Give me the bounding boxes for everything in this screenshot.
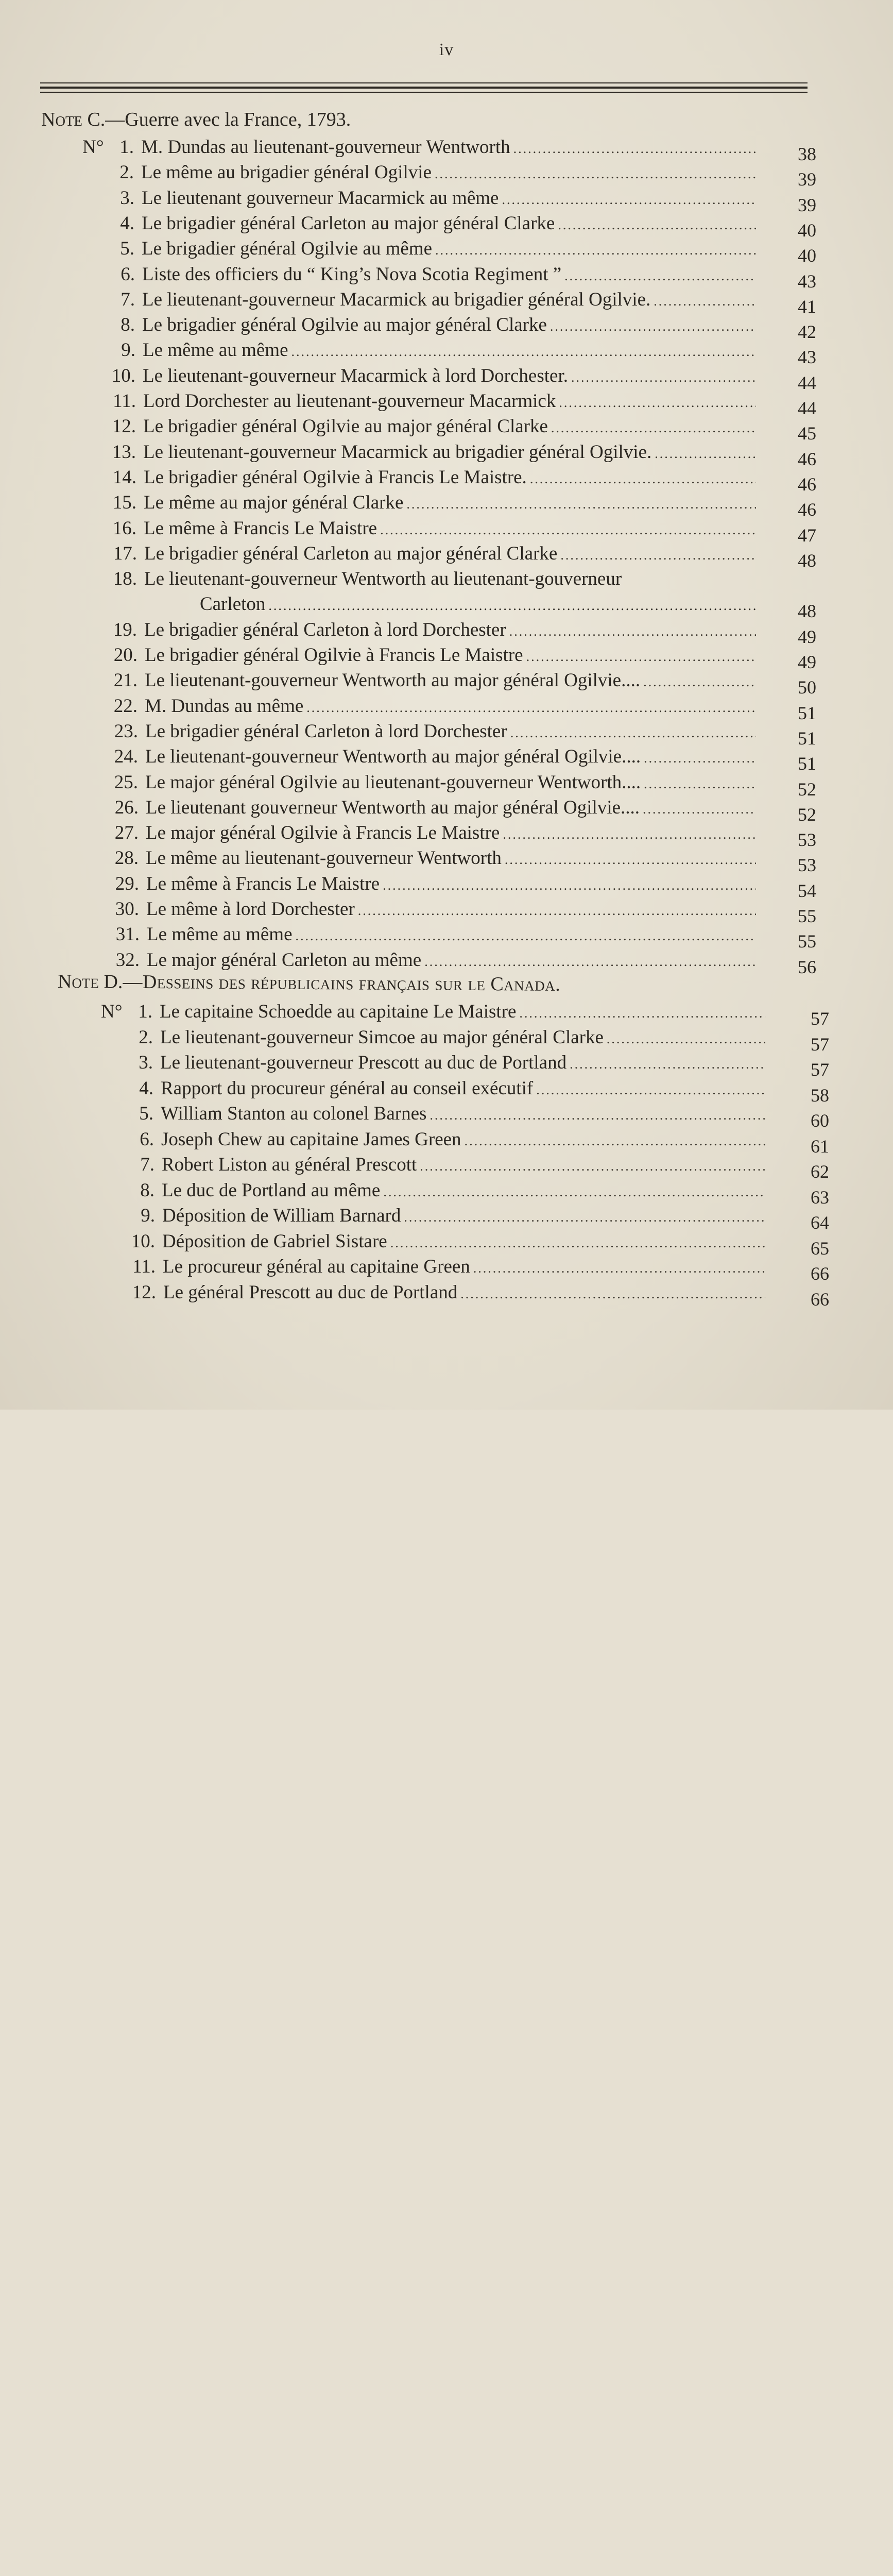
entry-title: Déposition de Gabriel Sistare bbox=[162, 1230, 390, 1252]
entry-page-number: 57 bbox=[793, 1033, 829, 2443]
entry-page-number: 39 bbox=[780, 168, 816, 1578]
entry-page-number: 48 bbox=[780, 550, 816, 1959]
note-title: —Desseins des républicains français sur le Canada. bbox=[123, 971, 560, 995]
entry-number: 8. bbox=[122, 1179, 154, 1201]
entry-page-number: 66 bbox=[793, 1289, 829, 2576]
entry-title: Le lieutenant gouverneur Macarmick au même bbox=[142, 187, 502, 209]
entry-number: 26. bbox=[106, 796, 139, 819]
entry-number: 7. bbox=[122, 1154, 154, 1176]
toc-entry bbox=[106, 898, 821, 923]
entry-text bbox=[162, 1205, 765, 1227]
entry-page-number: 44 bbox=[780, 372, 816, 1782]
entry-title: Le brigadier général Carleton à lord Dorchester bbox=[145, 720, 510, 742]
dot-leader bbox=[435, 243, 756, 258]
entry-text bbox=[147, 949, 756, 971]
entry-text bbox=[144, 568, 756, 590]
dot-leader bbox=[465, 1133, 765, 1149]
dot-leader bbox=[644, 776, 756, 792]
entry-text bbox=[144, 492, 756, 514]
entry-text bbox=[162, 1179, 765, 1201]
dot-leader bbox=[571, 370, 756, 385]
toc-entry bbox=[120, 1026, 830, 1051]
entry-number: 6. bbox=[121, 1128, 154, 1150]
entry-title: Le même à lord Dorchester bbox=[146, 898, 358, 920]
number-prefix: N° bbox=[101, 1001, 123, 1023]
entry-number: 15. bbox=[104, 492, 136, 514]
entry-title: Le même au lieutenant-gouverneur Wentworth bbox=[146, 847, 505, 869]
entry-number: 23. bbox=[105, 720, 138, 742]
dot-leader bbox=[473, 1261, 765, 1276]
number-prefix: N° bbox=[82, 136, 104, 158]
entry-number: 12. bbox=[103, 415, 136, 437]
entry-title: Joseph Chew au capitaine James Green bbox=[161, 1128, 465, 1150]
entry-number: 6. bbox=[102, 263, 135, 285]
entry-title: Le procureur général au capitaine Green bbox=[163, 1256, 473, 1278]
entry-title: Le lieutenant-gouverneur Macarmick au brigadier général Ogilvie. bbox=[143, 441, 655, 463]
dot-leader bbox=[510, 725, 756, 741]
entry-number: 2. bbox=[101, 161, 134, 183]
toc-entry bbox=[105, 669, 820, 694]
entry-page-number: 60 bbox=[793, 1110, 829, 2519]
entry-page-number: 56 bbox=[780, 956, 816, 2366]
entry-number: 21. bbox=[105, 669, 138, 691]
entry-number: 1. bbox=[119, 1001, 152, 1023]
toc-entry bbox=[105, 695, 820, 720]
entry-title: Le major général Ogilvie à Francis Le Maistre bbox=[146, 822, 503, 844]
entry-text bbox=[146, 898, 756, 920]
entry-page-number: 39 bbox=[780, 194, 816, 1604]
entry-text bbox=[143, 365, 756, 387]
entry-title: Robert Liston au général Prescott bbox=[162, 1154, 420, 1176]
entry-text bbox=[145, 771, 756, 793]
entry-number: 32. bbox=[107, 949, 140, 971]
toc-entry bbox=[103, 415, 818, 440]
toc-entry bbox=[103, 441, 818, 466]
toc-entry bbox=[121, 1103, 830, 1127]
entry-number: 24. bbox=[105, 745, 138, 768]
dot-leader bbox=[550, 319, 756, 334]
entry-page-number: 53 bbox=[780, 854, 816, 2264]
toc-entry bbox=[123, 1281, 833, 1306]
entry-text bbox=[160, 1001, 765, 1023]
entry-text bbox=[144, 619, 756, 641]
dot-leader bbox=[526, 649, 756, 665]
toc-entry bbox=[122, 1230, 832, 1255]
entry-page-number: 44 bbox=[780, 397, 816, 1807]
toc-entry bbox=[102, 339, 818, 364]
entry-text bbox=[146, 796, 756, 819]
dot-leader bbox=[296, 928, 756, 944]
dot-leader bbox=[268, 598, 756, 614]
entry-page-number: 49 bbox=[780, 651, 816, 2061]
entry-page-number: 55 bbox=[780, 905, 816, 2315]
entry-text bbox=[142, 289, 756, 311]
entry-title: Le même au même bbox=[147, 923, 296, 945]
entry-text bbox=[142, 238, 756, 260]
entry-title: Déposition de William Barnard bbox=[162, 1205, 404, 1227]
entry-number: 4. bbox=[121, 1077, 153, 1099]
entry-number: 9. bbox=[102, 339, 135, 361]
toc-entry bbox=[104, 492, 819, 516]
toc-entry bbox=[106, 847, 821, 872]
entry-title: Le lieutenant gouverneur Wentworth au major général Ogilvie.... bbox=[146, 796, 643, 819]
toc-entry bbox=[104, 466, 819, 491]
entry-title: Le lieutenant-gouverneur Macarmick à lord Dorchester. bbox=[143, 365, 571, 387]
entry-page-number: 49 bbox=[780, 626, 816, 2036]
header-rule bbox=[40, 87, 808, 89]
entry-title: Le même au même bbox=[143, 339, 291, 361]
dot-leader bbox=[655, 446, 756, 462]
toc-entry bbox=[105, 720, 820, 745]
entry-number: 29. bbox=[106, 873, 139, 895]
dot-leader bbox=[551, 420, 756, 436]
entry-page-number: 51 bbox=[780, 753, 816, 2162]
entry-text bbox=[160, 1052, 765, 1074]
entry-page-number: 61 bbox=[793, 1136, 829, 2545]
toc-entry bbox=[123, 1256, 832, 1280]
entry-page-number: 54 bbox=[780, 880, 816, 2290]
toc-entry bbox=[106, 822, 821, 846]
entry-text bbox=[161, 1128, 765, 1150]
entry-page-number: 55 bbox=[780, 930, 816, 2340]
toc-entry bbox=[101, 238, 817, 262]
note-label: Note bbox=[41, 109, 82, 130]
toc-entry bbox=[102, 314, 817, 338]
toc-entry bbox=[104, 619, 819, 643]
entry-title: Liste des officiers du “ King’s Nova Scotia Regiment ” bbox=[142, 263, 564, 285]
entry-title: Le lieutenant-gouverneur Macarmick au brigadier général Ogilvie. bbox=[142, 289, 654, 311]
dot-leader bbox=[643, 802, 756, 817]
entry-text bbox=[142, 263, 756, 285]
entry-title: Le brigadier général Ogilvie à Francis Le Maistre bbox=[145, 644, 526, 666]
entry-page-number: 66 bbox=[793, 1263, 829, 2576]
entry-page-number: 51 bbox=[780, 702, 816, 2112]
entry-text bbox=[160, 1026, 765, 1048]
toc-entry bbox=[122, 1205, 832, 1229]
entry-number: 10. bbox=[102, 365, 135, 387]
toc-entry-page-row bbox=[780, 593, 816, 618]
note-title: —Guerre avec la France, 1793. bbox=[105, 109, 351, 130]
entry-title: Le même au major général Clarke bbox=[144, 492, 406, 514]
entry-text bbox=[144, 517, 756, 539]
dot-leader bbox=[404, 1210, 765, 1225]
entry-number: 11. bbox=[123, 1256, 156, 1278]
dot-leader bbox=[503, 827, 756, 842]
entry-page-number: 57 bbox=[793, 1008, 829, 2417]
entry-number: 22. bbox=[105, 695, 138, 717]
entry-page-number: 43 bbox=[780, 270, 816, 1680]
entry-number: 13. bbox=[103, 441, 136, 463]
entry-text bbox=[145, 720, 756, 742]
toc-entry-continuation bbox=[200, 593, 756, 615]
entry-number: 3. bbox=[101, 187, 134, 209]
toc-entry bbox=[103, 390, 818, 415]
entry-text bbox=[146, 822, 756, 844]
entry-page-number: 62 bbox=[793, 1161, 829, 2570]
dot-leader bbox=[383, 1184, 765, 1200]
note-letter: D. bbox=[104, 971, 123, 993]
dot-leader bbox=[460, 1286, 765, 1302]
entry-number: 18. bbox=[104, 568, 137, 590]
toc-entry bbox=[105, 745, 820, 770]
header-rule bbox=[40, 82, 808, 83]
entry-text bbox=[147, 923, 756, 945]
entry-number: 17. bbox=[104, 543, 137, 565]
dot-leader bbox=[654, 294, 756, 309]
entry-page-number: 51 bbox=[780, 727, 816, 2137]
entry-page-number: 52 bbox=[780, 778, 816, 2188]
entry-title: Le même à Francis Le Maistre bbox=[144, 517, 380, 539]
entry-text bbox=[145, 695, 756, 717]
dot-leader bbox=[644, 751, 756, 766]
entry-number: 12. bbox=[123, 1281, 156, 1303]
note-letter: C. bbox=[87, 109, 105, 130]
toc-entry bbox=[107, 923, 822, 948]
entry-text bbox=[143, 339, 756, 361]
dot-leader bbox=[406, 497, 756, 512]
entry-title: Le brigadier général Ogilvie au major général Clarke bbox=[142, 314, 550, 336]
entry-number: 1. bbox=[101, 136, 134, 158]
dot-leader bbox=[435, 166, 756, 182]
note-d-heading bbox=[58, 970, 561, 996]
note-label: Note bbox=[58, 971, 99, 992]
dot-leader bbox=[530, 471, 756, 487]
entry-title: Le lieutenant-gouverneur Wentworth au major général Ogilvie.... bbox=[145, 745, 644, 768]
dot-leader bbox=[430, 1108, 765, 1123]
entry-number: 14. bbox=[104, 466, 136, 488]
entry-number: 7. bbox=[102, 289, 135, 311]
toc-entry bbox=[102, 365, 818, 389]
entry-page-number: 40 bbox=[780, 219, 816, 1629]
entry-page-number: 50 bbox=[780, 676, 816, 2086]
entry-number: 10. bbox=[122, 1230, 155, 1252]
entry-number: 28. bbox=[106, 847, 139, 869]
entry-number: 5. bbox=[121, 1103, 153, 1125]
entry-number: 19. bbox=[104, 619, 137, 641]
entry-text bbox=[143, 415, 756, 437]
entry-page-number: 40 bbox=[780, 245, 816, 1654]
entry-number: 5. bbox=[101, 238, 134, 260]
toc-entry bbox=[104, 568, 819, 592]
toc-entry bbox=[104, 517, 819, 542]
entry-title: Le même au brigadier général Ogilvie bbox=[141, 161, 435, 183]
entry-page-number: 46 bbox=[780, 473, 816, 1883]
entry-title: Le lieutenant-gouverneur Wentworth au major général Ogilvie.... bbox=[145, 669, 643, 691]
entry-text bbox=[162, 1154, 765, 1176]
toc-entry bbox=[101, 212, 817, 237]
dot-leader bbox=[306, 700, 756, 716]
entry-number: 25. bbox=[105, 771, 138, 793]
dot-leader bbox=[380, 522, 756, 538]
dot-leader bbox=[505, 852, 756, 868]
toc-entry bbox=[102, 263, 817, 288]
entry-title: Le brigadier général Ogilvie au major général Clarke bbox=[143, 415, 551, 437]
dot-leader bbox=[390, 1235, 765, 1251]
entry-number: 30. bbox=[106, 898, 139, 920]
toc-entry bbox=[122, 1154, 831, 1178]
entry-title: Le lieutenant-gouverneur Wentworth au lieutenant-gouverneur bbox=[144, 568, 625, 590]
entry-title: Le major général Ogilvie au lieutenant-gouverneur Wentworth.... bbox=[145, 771, 644, 793]
entry-text bbox=[144, 466, 756, 488]
entry-title: Le lieutenant-gouverneur Prescott au duc de Portland bbox=[160, 1052, 570, 1074]
entry-page-number: 42 bbox=[780, 321, 816, 1731]
dot-leader bbox=[513, 141, 756, 157]
entry-text bbox=[146, 873, 756, 895]
entry-title-continuation: Carleton bbox=[200, 593, 268, 615]
dot-leader bbox=[643, 674, 756, 690]
entry-number: 3. bbox=[120, 1052, 153, 1074]
toc-entry bbox=[120, 1052, 830, 1076]
entry-text bbox=[142, 314, 756, 336]
entry-text bbox=[141, 136, 756, 158]
toc-entry bbox=[101, 136, 816, 161]
entry-title: Le capitaine Schoedde au capitaine Le Maistre bbox=[160, 1001, 519, 1023]
entry-number: 2. bbox=[120, 1026, 153, 1048]
dot-leader bbox=[509, 624, 756, 639]
dot-leader bbox=[564, 268, 756, 284]
entry-number: 11. bbox=[103, 390, 136, 412]
entry-page-number: 52 bbox=[780, 804, 816, 2213]
entry-page-number: 46 bbox=[780, 499, 816, 1908]
entry-title: Le brigadier général Carleton au major général Clarke bbox=[144, 543, 560, 565]
entry-number: 16. bbox=[104, 517, 136, 539]
entry-number: 27. bbox=[106, 822, 139, 844]
dot-leader bbox=[559, 395, 756, 411]
entry-page-number: 48 bbox=[780, 600, 816, 2010]
toc-entry bbox=[104, 543, 819, 567]
entry-page-number: 46 bbox=[780, 448, 816, 1858]
entry-title: Le brigadier général Ogilvie au même bbox=[142, 238, 435, 260]
dot-leader bbox=[558, 217, 756, 233]
entry-text bbox=[145, 669, 756, 691]
entry-page-number: 47 bbox=[780, 524, 816, 1934]
entry-text bbox=[163, 1256, 765, 1278]
entry-title: Lord Dorchester au lieutenant-gouverneur Macarmick bbox=[143, 390, 559, 412]
entry-page-number: 38 bbox=[780, 143, 816, 1553]
toc-entry bbox=[102, 289, 817, 313]
entry-page-number: 65 bbox=[793, 1238, 829, 2576]
toc-entry bbox=[121, 1128, 831, 1153]
entry-text bbox=[143, 390, 756, 412]
entry-text bbox=[144, 543, 756, 565]
dot-leader bbox=[424, 954, 756, 970]
entry-page-number: 45 bbox=[780, 422, 816, 1832]
toc-entry bbox=[121, 1077, 830, 1102]
entry-title: M. Dundas au même bbox=[145, 695, 306, 717]
entry-title: M. Dundas au lieutenant-gouverneur Wentworth bbox=[141, 136, 513, 158]
toc-entry bbox=[106, 873, 821, 897]
entry-title: Le major général Carleton au même bbox=[147, 949, 424, 971]
dot-leader bbox=[502, 192, 756, 208]
entry-page-number: 41 bbox=[780, 296, 816, 1705]
entry-number: 8. bbox=[102, 314, 135, 336]
dot-leader bbox=[420, 1159, 765, 1174]
dot-leader bbox=[383, 878, 756, 893]
entry-title: Le général Prescott au duc de Portland bbox=[163, 1281, 460, 1303]
entry-number: 9. bbox=[122, 1205, 155, 1227]
entry-text bbox=[145, 745, 756, 768]
entry-text bbox=[162, 1230, 765, 1252]
entry-text bbox=[142, 212, 756, 234]
dot-leader bbox=[607, 1031, 765, 1047]
entry-title: William Stanton au colonel Barnes bbox=[161, 1103, 430, 1125]
toc-entry bbox=[119, 1001, 829, 1025]
page-number: iv bbox=[0, 40, 893, 60]
entry-page-number: 53 bbox=[780, 829, 816, 2239]
toc-entry bbox=[122, 1179, 831, 1204]
entry-title: Le lieutenant-gouverneur Simcoe au major général Clarke bbox=[160, 1026, 607, 1048]
entry-page-number: 43 bbox=[780, 346, 816, 1756]
entry-title: Le brigadier général Carleton au major général Clarke bbox=[142, 212, 558, 234]
entry-page-number: 63 bbox=[793, 1187, 829, 2576]
entry-text bbox=[163, 1281, 765, 1303]
entry-page-number: 64 bbox=[793, 1212, 829, 2576]
dot-leader bbox=[291, 344, 756, 360]
entry-number: 20. bbox=[105, 644, 138, 666]
entry-page-number: 57 bbox=[793, 1059, 829, 2468]
entry-title: Rapport du procureur général au conseil exécutif bbox=[161, 1077, 536, 1099]
entry-title: Le même à Francis Le Maistre bbox=[146, 873, 383, 895]
entry-title: Le brigadier général Ogilvie à Francis Le Maistre. bbox=[144, 466, 530, 488]
dot-leader bbox=[560, 548, 756, 563]
entry-text bbox=[141, 161, 756, 183]
toc-entry bbox=[105, 771, 820, 796]
toc-entry bbox=[105, 644, 820, 669]
dot-leader bbox=[358, 903, 756, 919]
entry-number: 31. bbox=[107, 923, 140, 945]
entry-text bbox=[161, 1103, 765, 1125]
entry-title: Le duc de Portland au même bbox=[162, 1179, 383, 1201]
toc-entry bbox=[101, 161, 816, 186]
toc-entry bbox=[107, 949, 822, 974]
toc-entry bbox=[106, 796, 821, 821]
header-rule bbox=[40, 92, 808, 93]
entry-text bbox=[143, 441, 756, 463]
toc-entry bbox=[101, 187, 817, 212]
entry-number: 4. bbox=[101, 212, 134, 234]
note-c-heading bbox=[41, 108, 351, 131]
entry-text bbox=[145, 644, 756, 666]
dot-leader bbox=[519, 1006, 765, 1021]
entry-title: Le brigadier général Carleton à lord Dorchester bbox=[144, 619, 509, 641]
entry-text bbox=[146, 847, 756, 869]
dot-leader bbox=[536, 1082, 765, 1098]
dot-leader bbox=[570, 1057, 765, 1072]
entry-text bbox=[161, 1077, 765, 1099]
entry-text bbox=[142, 187, 756, 209]
entry-page-number: 58 bbox=[793, 1084, 829, 2494]
